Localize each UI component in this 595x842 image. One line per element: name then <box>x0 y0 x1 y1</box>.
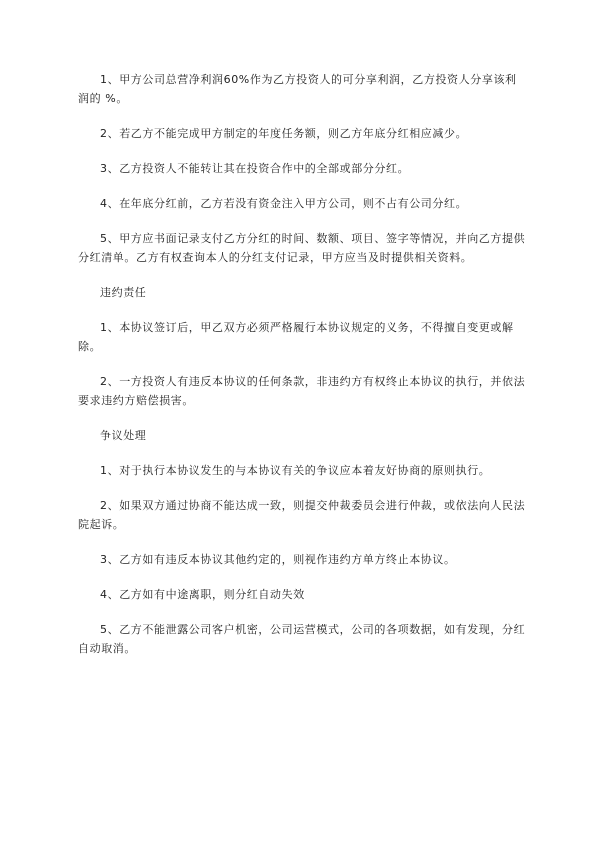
clause-capital-injection: 4、在年底分红前，乙方若没有资金注入甲方公司，则不占有公司分红。 <box>100 197 468 210</box>
clause-confidentiality: 5、乙方不能泄露公司客户机密，公司运营模式，公司的各项数据，如有发现，分红自动取消。 <box>78 623 526 655</box>
clause-profit-share: 1、甲方公司总营净利润60%作为乙方投资人的可分享利润，乙方投资人分享该利润的 %。 <box>78 73 517 105</box>
clause-no-transfer: 3、乙方投资人不能转让其在投资合作中的全部或部分分红。 <box>100 162 410 175</box>
clause-resignation: 4、乙方如有中途离职，则分红自动失效 <box>100 588 305 601</box>
clause-arbitration: 2、如果双方通过协商不能达成一致，则提交仲裁委员会进行仲裁，或依法向人民法院起诉。 <box>78 499 526 531</box>
clause-strict-performance: 1、本协议签订后，甲乙双方必须严格履行本协议规定的义务，不得擅自变更或解除。 <box>78 321 514 353</box>
clause-friendly-negotiation: 1、对于执行本协议发生的与本协议有关的争议应本着友好协商的原则执行。 <box>100 464 491 477</box>
clause-unilateral-termination: 3、乙方如有违反本协议其他约定的，则视作违约方单方终止本协议。 <box>100 553 456 566</box>
document-body <box>78 70 528 674</box>
clause-payment-records: 5、甲方应书面记录支付乙方分红的时间、数额、项目、签字等情况，并向乙方提供分红清单。乙方有权查询本人的分红支付记录，甲方应当及时提供相关资料。 <box>78 232 526 264</box>
clause-annual-target: 2、若乙方不能完成甲方制定的年度任务额，则乙方年底分红相应减少。 <box>100 127 468 140</box>
section-heading-breach: 违约责任 <box>100 286 147 299</box>
section-heading-dispute: 争议处理 <box>100 429 147 442</box>
clause-breach-termination: 2、一方投资人有违反本协议的任何条款，非违约方有权终止本协议的执行，并依法要求违约方赔偿损害。 <box>78 375 526 407</box>
